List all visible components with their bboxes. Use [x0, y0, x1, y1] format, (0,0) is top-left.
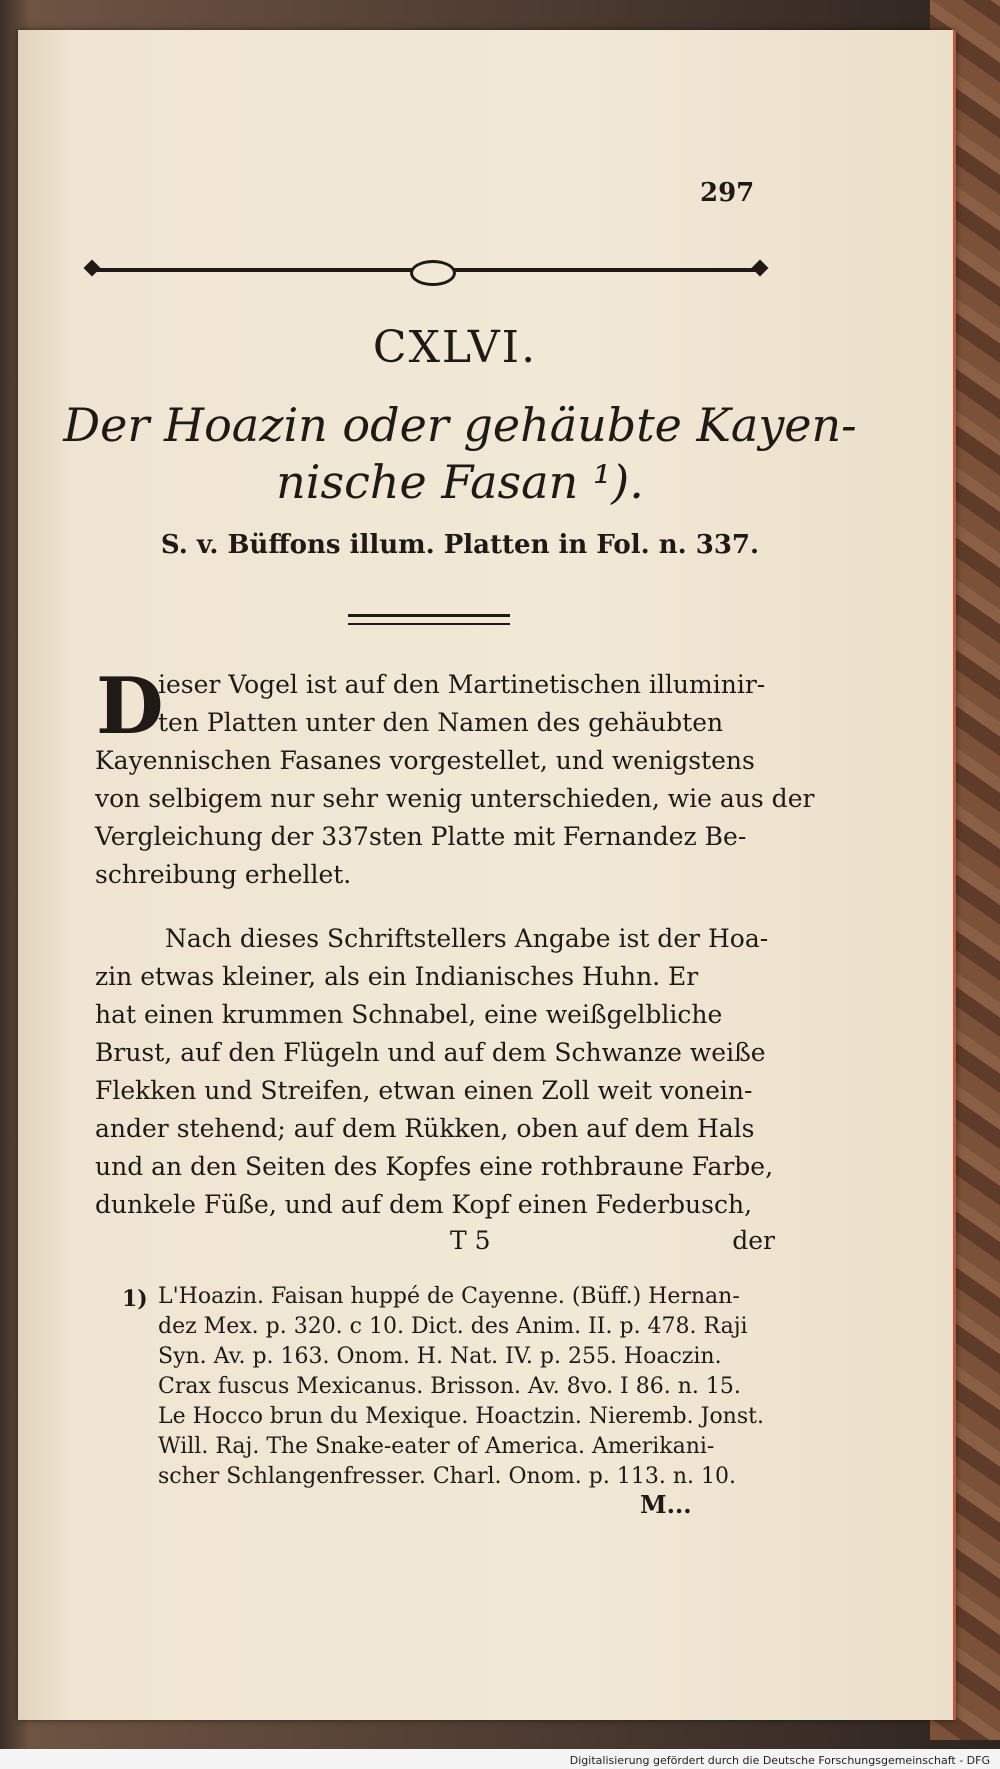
drop-cap: D — [96, 661, 164, 752]
body-line: von selbigem nur sehr wenig unterschieden, wie aus der — [95, 784, 815, 813]
page-number: 297 — [700, 178, 755, 208]
body-line: Flekken und Streifen, etwan einen Zoll weit vonein- — [95, 1076, 753, 1105]
body-line: schreibung erhellet. — [95, 860, 352, 889]
dfg-credit: Digitalisierung gefördert durch die Deutsche Forschungsgemeinschaft - DFG — [569, 1754, 990, 1767]
footnote-line: scher Schlangenfresser. Charl. Onom. p. 113. n. 10. — [158, 1464, 736, 1489]
header-ornament — [90, 258, 762, 282]
footnote-catchword: M... — [640, 1490, 692, 1519]
body-line: Kayennischen Fasanes vorgestellet, und wenigstens — [95, 746, 755, 775]
chapter-title-line-1: Der Hoazin oder gehäubte Kayen- — [63, 398, 857, 452]
credit-bar — [0, 1749, 1000, 1769]
body-line: Nach dieses Schriftstellers Angabe ist der Hoa- — [165, 924, 769, 953]
body-line: zin etwas kleiner, als ein Indianisches Huhn. Er — [95, 962, 699, 991]
footnote-line: dez Mex. p. 320. c 10. Dict. des Anim. II. p. 478. Raji — [158, 1314, 748, 1339]
body-line: dunkele Füße, und auf dem Kopf einen Federbusch, — [95, 1190, 753, 1219]
catchword: der — [732, 1226, 775, 1255]
ornament-center — [410, 260, 456, 286]
body-line: ander stehend; auf dem Rükken, oben auf dem Hals — [95, 1114, 755, 1143]
section-rule — [348, 614, 510, 625]
footnote-line: Will. Raj. The Snake-eater of America. Amerikani- — [158, 1434, 715, 1459]
body-line: Vergleichung der 337sten Platte mit Fernandez Be- — [95, 822, 747, 851]
body-line: ten Platten unter den Namen des gehäubten — [158, 708, 724, 737]
footnote-marker: 1) — [122, 1286, 148, 1312]
chapter-number: CXLVI. — [372, 322, 538, 373]
footnote-line: Syn. Av. p. 163. Onom. H. Nat. IV. p. 255. Hoaczin. — [158, 1344, 722, 1369]
footnote-line: L'Hoazin. Faisan huppé de Cayenne. (Büff.) Hernan- — [158, 1284, 740, 1309]
body-line: ieser Vogel ist auf den Martinetischen illuminir- — [158, 670, 766, 699]
chapter-title-line-2: nische Fasan ¹). — [276, 455, 644, 509]
footnote-line: Crax fuscus Mexicanus. Brisson. Av. 8vo. I 86. n. 15. — [158, 1374, 741, 1399]
chapter-subtitle: S. v. Büffons illum. Platten in Fol. n. 337. — [160, 530, 760, 560]
footnote-line: Le Hocco brun du Mexique. Hoactzin. Nieremb. Jonst. — [158, 1404, 764, 1429]
body-line: Brust, auf den Flügeln und auf dem Schwanze weiße — [95, 1038, 766, 1067]
body-line: hat einen krummen Schnabel, eine weißgelbliche — [95, 1000, 723, 1029]
sheet-signature: T 5 — [450, 1226, 491, 1255]
body-line: und an den Seiten des Kopfes eine rothbraune Farbe, — [95, 1152, 774, 1181]
signature-row — [95, 1226, 775, 1260]
